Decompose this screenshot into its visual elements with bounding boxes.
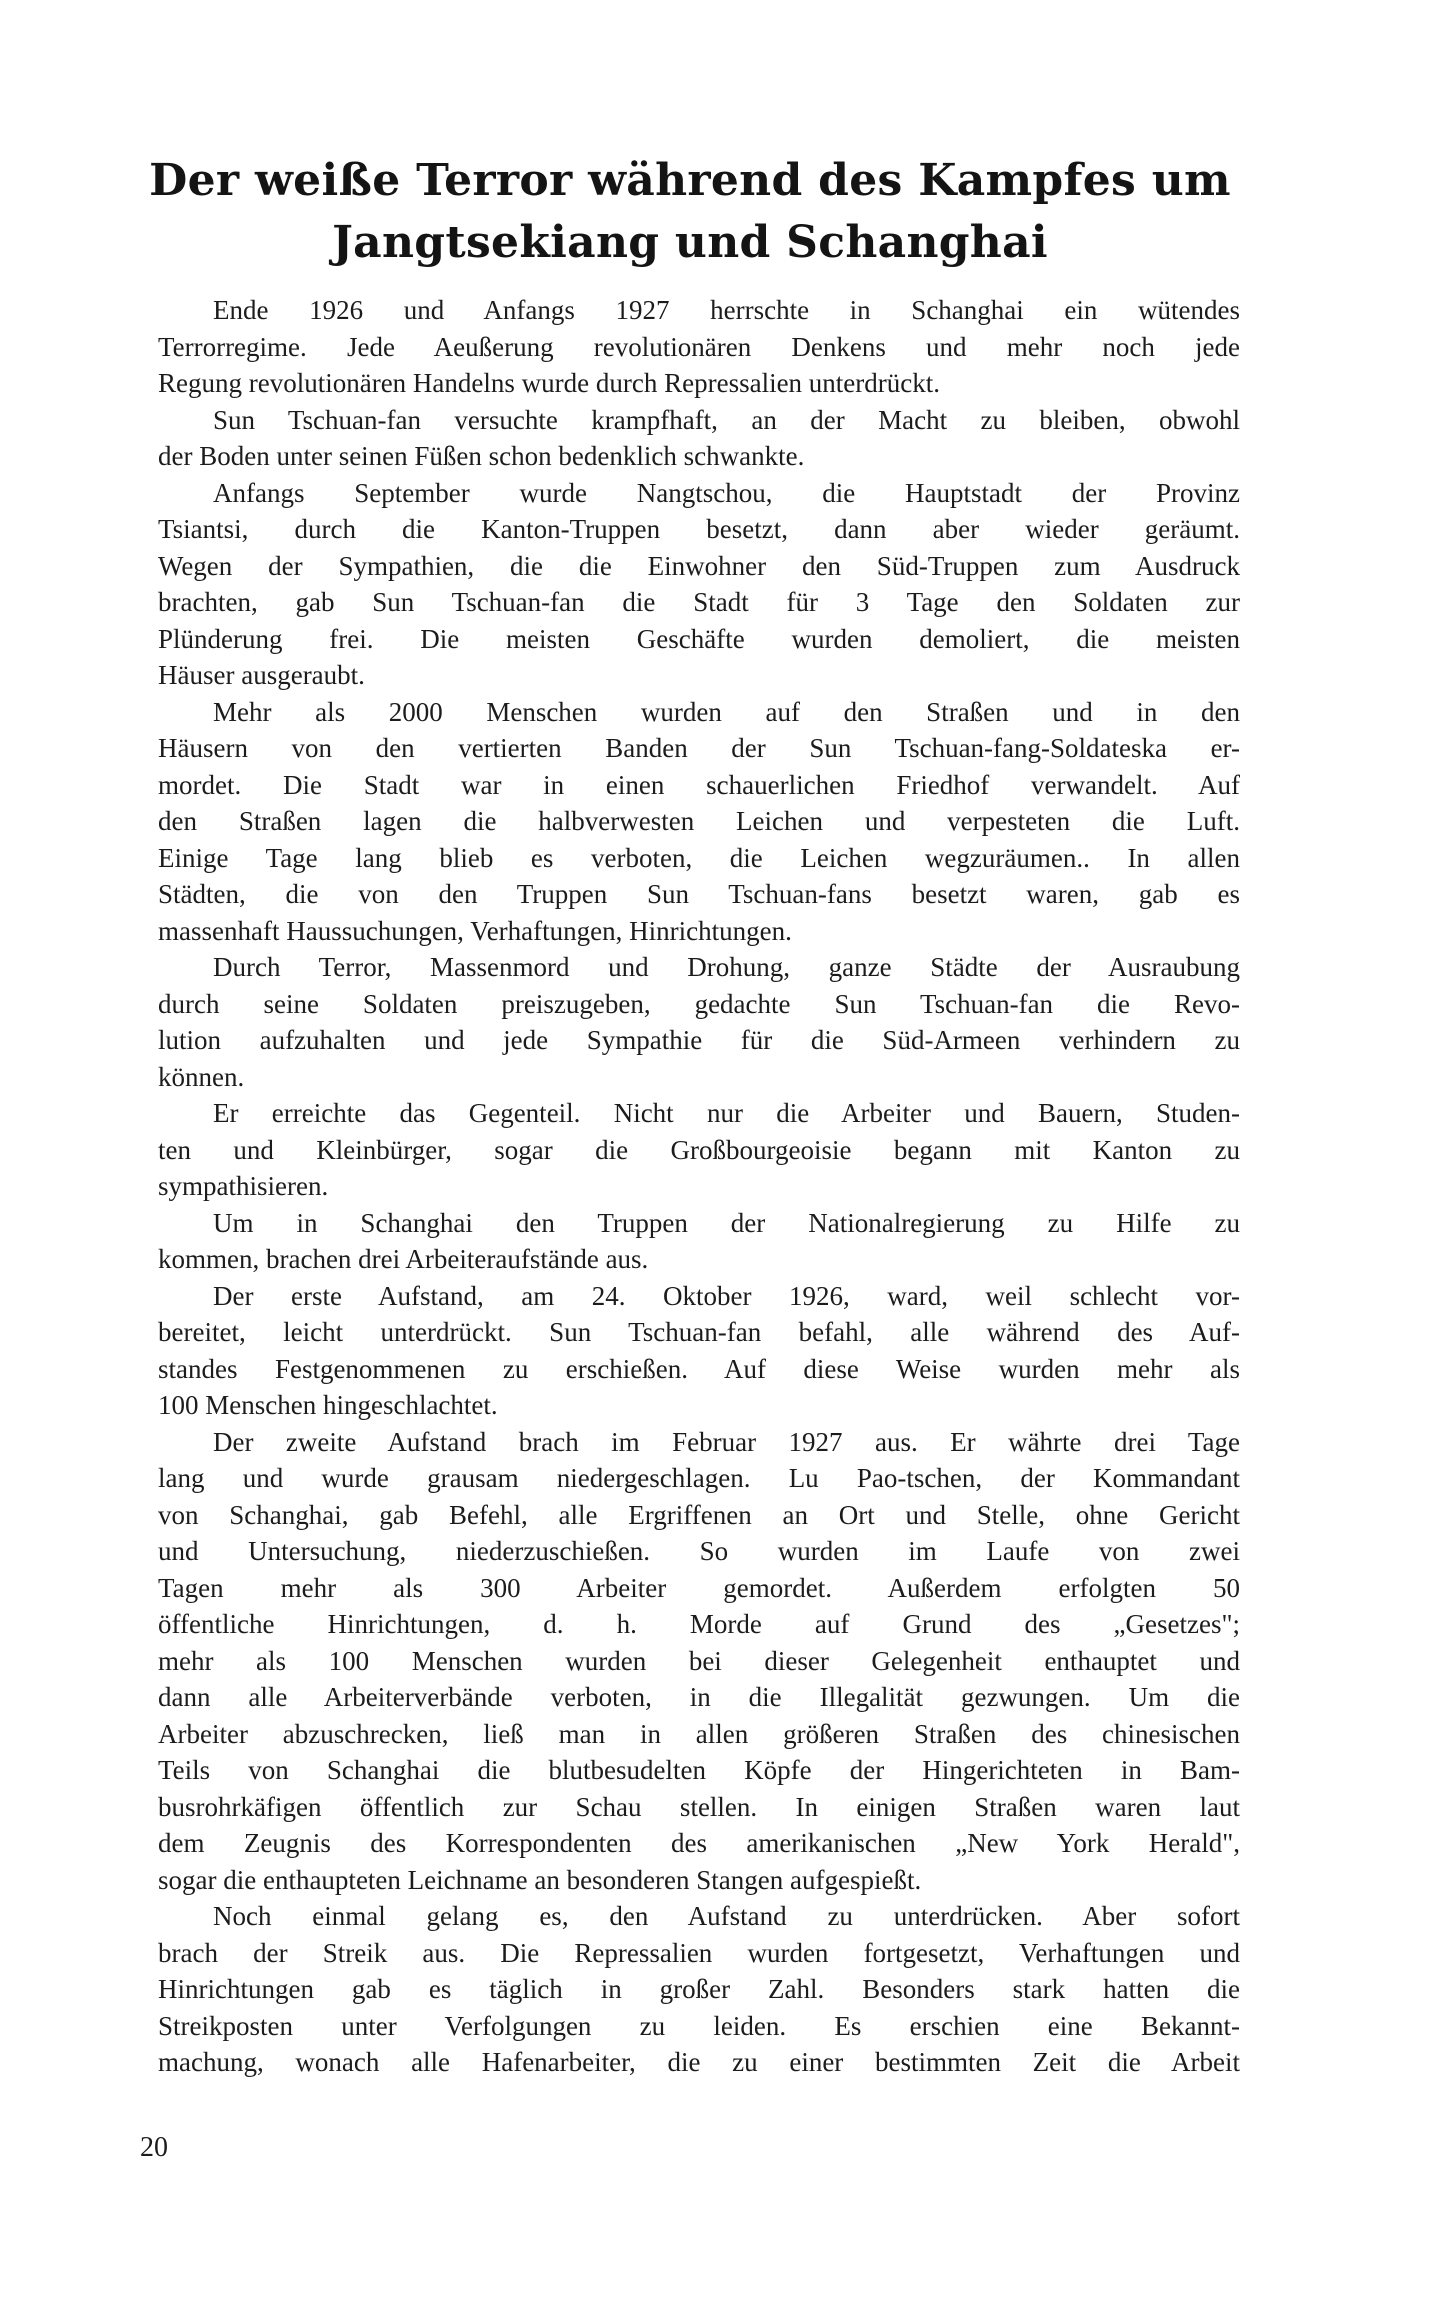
text-line: Häuser ausgeraubt. — [158, 660, 365, 690]
text-line: Der erste Aufstand, am 24. Oktober 1926, ward, weil schlecht vor- — [213, 1280, 1240, 1311]
text-line: Hinrichtungen gab es täglich in großer Zahl. Besonders stark hatten die — [158, 1974, 1240, 2004]
text-line: Mehr als 2000 Menschen wurden auf den Straßen und in den — [213, 696, 1240, 727]
text-line: machung, wonach alle Hafenarbeiter, die zu einer bestimmten Zeit die Arbeit — [158, 2047, 1240, 2077]
text-line: Tsiantsi, durch die Kanton-Truppen besetzt, dann aber wieder geräumt. — [158, 514, 1240, 544]
body-text — [158, 292, 1240, 2081]
page-number: 20 — [140, 2132, 168, 2163]
text-line: öffentliche Hinrichtungen, d. h. Morde auf Grund des „Gesetzes"; — [158, 1609, 1240, 1639]
text-line: Arbeiter abzuschrecken, ließ man in allen größeren Straßen des chinesischen — [158, 1718, 1240, 1749]
text-line: brachten, gab Sun Tschuan-fan die Stadt für 3 Tage den Soldaten zur — [158, 587, 1240, 617]
text-line: Durch Terror, Massenmord und Drohung, ganze Städte der Ausraubung — [213, 952, 1240, 982]
text-line: ten und Kleinbürger, sogar die Großbourgeoisie begann mit Kanton zu — [158, 1134, 1240, 1165]
text-line: Anfangs September wurde Nangtschou, die Hauptstadt der Provinz — [213, 477, 1240, 508]
text-line: von Schanghai, gab Befehl, alle Ergriffenen an Ort und Stelle, ohne Gericht — [158, 1499, 1240, 1530]
text-line: Häusern von den vertierten Banden der Sun Tschuan-fang-Soldateska er- — [158, 733, 1240, 763]
text-line: standes Festgenommenen zu erschießen. Auf diese Weise wurden mehr als — [158, 1353, 1240, 1384]
text-line: Plünderung frei. Die meisten Geschäfte wurden demoliert, die meisten — [158, 623, 1240, 654]
text-line: Tagen mehr als 300 Arbeiter gemordet. Außerdem erfolgten 50 — [158, 1572, 1240, 1603]
text-line: Um in Schanghai den Truppen der Nationalregierung zu Hilfe zu — [213, 1207, 1240, 1238]
text-line: Wegen der Sympathien, die die Einwohner den Süd-Truppen zum Ausdruck — [158, 550, 1240, 581]
text-line: Noch einmal gelang es, den Aufstand zu unterdrücken. Aber sofort — [213, 1901, 1240, 1931]
text-line: Der zweite Aufstand brach im Februar 1927 aus. Er währte drei Tage — [213, 1426, 1240, 1457]
chapter-title-line-2: Jangtsekiang und Schanghai — [332, 217, 1048, 268]
text-line: Streikposten unter Verfolgungen zu leiden. Es erschien eine Bekannt- — [158, 2010, 1240, 2041]
text-line: der Boden unter seinen Füßen schon bedenklich schwankte. — [158, 441, 805, 471]
text-line: Ende 1926 und Anfangs 1927 herrschte in Schanghai ein wütendes — [213, 295, 1240, 325]
text-line: bereitet, leicht unterdrückt. Sun Tschuan-fan befahl, alle während des Auf- — [158, 1317, 1240, 1347]
text-line: Terrorregime. Jede Aeußerung revolutionären Denkens und mehr noch jede — [158, 331, 1240, 362]
text-line: kommen, brachen drei Arbeiteraufstände aus. — [158, 1244, 649, 1274]
text-line: mehr als 100 Menschen wurden bei dieser Gelegenheit enthauptet und — [158, 1645, 1240, 1676]
chapter-title — [140, 150, 1240, 274]
text-line: den Straßen lagen die halbverwesten Leichen und verpesteten die Luft. — [158, 806, 1240, 836]
text-line: lution aufzuhalten und jede Sympathie für die Süd-Armeen verhindern zu — [158, 1025, 1240, 1055]
text-line: 100 Menschen hingeschlachtet. — [158, 1390, 498, 1420]
text-line: brach der Streik aus. Die Repressalien wurden fortgesetzt, Verhaftungen und — [158, 1937, 1240, 1968]
text-line: und Untersuchung, niederzuschießen. So wurden im Laufe von zwei — [158, 1536, 1240, 1566]
chapter-title-line-1: Der weiße Terror während des Kampfes um — [149, 155, 1231, 206]
text-line: Regung revolutionären Handelns wurde durch Repressalien unterdrückt. — [158, 368, 941, 398]
text-line: Teils von Schanghai die blutbesudelten Köpfe der Hingerichteten in Bam- — [158, 1755, 1240, 1785]
text-line: sogar die enthaupteten Leichname an besonderen Stangen aufgespießt. — [158, 1864, 922, 1895]
text-line: können. — [158, 1061, 245, 1092]
text-line: Städten, die von den Truppen Sun Tschuan-fans besetzt waren, gab es — [158, 879, 1240, 909]
text-line: dem Zeugnis des Korrespondenten des amerikanischen „New York Herald", — [158, 1828, 1240, 1858]
text-line: busrohrkäfigen öffentlich zur Schau stellen. In einigen Straßen waren laut — [158, 1791, 1240, 1822]
text-line: Er erreichte das Gegenteil. Nicht nur die Arbeiter und Bauern, Studen- — [213, 1098, 1240, 1128]
text-line: mordet. Die Stadt war in einen schauerlichen Friedhof verwandelt. Auf — [158, 769, 1240, 800]
text-line: Sun Tschuan-fan versuchte krampfhaft, an der Macht zu bleiben, obwohl — [213, 404, 1240, 435]
text-line: Einige Tage lang blieb es verboten, die Leichen wegzuräumen.. In allen — [158, 842, 1240, 873]
text-line: sympathisieren. — [158, 1171, 329, 1201]
text-line: lang und wurde grausam niedergeschlagen. Lu Pao-tschen, der Kommandant — [158, 1463, 1240, 1493]
text-line: dann alle Arbeiterverbände verboten, in die Illegalität gezwungen. Um die — [158, 1682, 1240, 1712]
text-line: durch seine Soldaten preiszugeben, gedachte Sun Tschuan-fan die Revo- — [158, 988, 1240, 1019]
text-line: massenhaft Haussuchungen, Verhaftungen, Hinrichtungen. — [158, 915, 792, 946]
